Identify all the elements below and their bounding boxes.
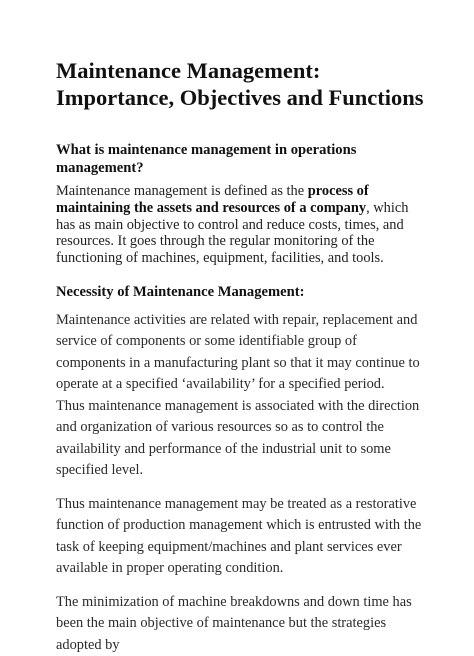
necessity-paragraph-1: Maintenance activities are related with repair, replacement and service of components or some identifiable group of components in a manufacturing plant so that it may continue to operate at a specified ‘availability’ for a specified period.	[56, 311, 420, 393]
document-title: Maintenance Management: Importance, Objectives and Functions	[56, 58, 424, 110]
definition-text-start: Maintenance management is defined as the	[56, 183, 308, 199]
section-heading-what-is: What is maintenance management in operations management?	[56, 142, 357, 176]
necessity-paragraph-4: The minimization of machine breakdowns and down time has been the main objective of maintenance but the strategies adopted by	[56, 593, 412, 653]
definition-paragraph	[56, 183, 424, 267]
necessity-paragraph-2: Thus maintenance management is associated with the direction and organization of various resources so as to control the availability and performance of the industrial unit to some specified level.	[56, 397, 420, 479]
definition-text-end: , which has as main objective to control and reduce costs, times, and resources. It goes through the regular monitoring of the functioning of machines, equipment, facilities, and tools.	[56, 199, 409, 267]
definition-text-bold: process of maintaining the assets and resources of a company	[56, 183, 369, 216]
section-heading-necessity: Necessity of Maintenance Management:	[56, 283, 305, 300]
necessity-paragraph-3: Thus maintenance management may be treated as a restorative function of production management which is entrusted with the task of keeping equipment/machines and plant services ever available in proper operating condition.	[56, 495, 422, 577]
